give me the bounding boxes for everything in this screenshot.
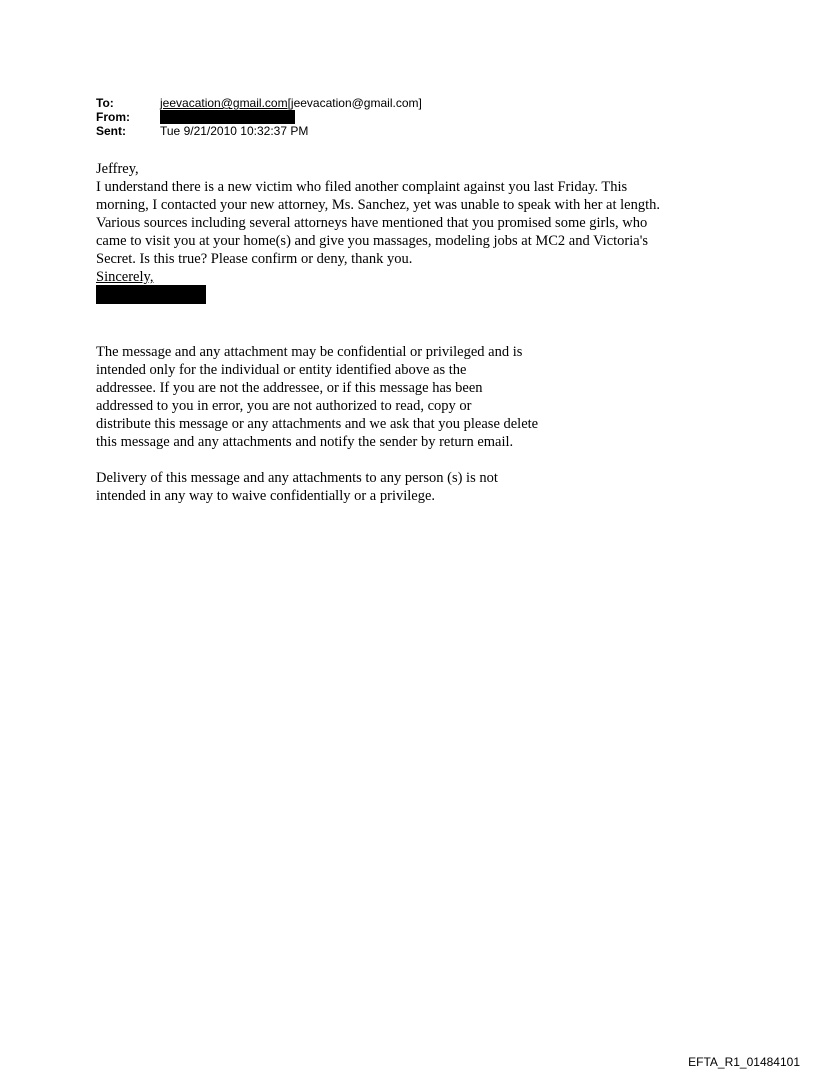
email-header xyxy=(96,96,422,138)
to-value xyxy=(160,96,422,110)
body-line: morning, I contacted your new attorney, Ms. Sanchez, yet was unable to speak with her at length. xyxy=(96,197,660,213)
disclaimer-paragraph-2 xyxy=(96,469,596,505)
disclaimer-line: addressee. If you are not the addressee, or if this message has been xyxy=(96,380,483,396)
disclaimer-line: intended only for the individual or entity identified above as the xyxy=(96,362,467,378)
confidentiality-disclaimer xyxy=(96,343,596,523)
disclaimer-line: distribute this message or any attachments and we ask that you please delete xyxy=(96,416,539,432)
sent-label: Sent: xyxy=(96,124,126,138)
message-body xyxy=(96,160,736,304)
sent-row xyxy=(96,124,422,138)
disclaimer-paragraph-1 xyxy=(96,343,596,451)
disclaimer-line: The message and any attachment may be confidential or privileged and is xyxy=(96,344,523,360)
to-label: To: xyxy=(96,96,114,110)
signature-redaction xyxy=(96,285,206,304)
signoff: Sincerely, xyxy=(96,269,154,285)
to-row xyxy=(96,96,422,110)
disclaimer-line: intended in any way to waive confidentially or a privilege. xyxy=(96,488,436,504)
from-redaction xyxy=(160,110,295,124)
document-id: EFTA_R1_01484101 xyxy=(688,1055,800,1069)
greeting: Jeffrey, xyxy=(96,161,139,177)
disclaimer-line: addressed to you in error, you are not authorized to read, copy or xyxy=(96,398,472,414)
sent-value: Tue 9/21/2010 10:32:37 PM xyxy=(160,124,309,138)
to-email-link[interactable]: jeevacation@gmail.com xyxy=(160,96,288,110)
from-label: From: xyxy=(96,110,130,124)
from-row xyxy=(96,110,422,124)
body-line: I understand there is a new victim who filed another complaint against you last Friday. This xyxy=(96,179,628,195)
disclaimer-line: Delivery of this message and any attachments to any person (s) is not xyxy=(96,470,498,486)
body-line: Various sources including several attorneys have mentioned that you promised some girls, who xyxy=(96,215,648,231)
body-line: Secret. Is this true? Please confirm or deny, thank you. xyxy=(96,251,413,267)
disclaimer-line: this message and any attachments and notify the sender by return email. xyxy=(96,434,514,450)
body-line: came to visit you at your home(s) and give you massages, modeling jobs at MC2 and Victoria's xyxy=(96,233,648,249)
to-email-bracket: [jeevacation@gmail.com] xyxy=(287,96,422,110)
